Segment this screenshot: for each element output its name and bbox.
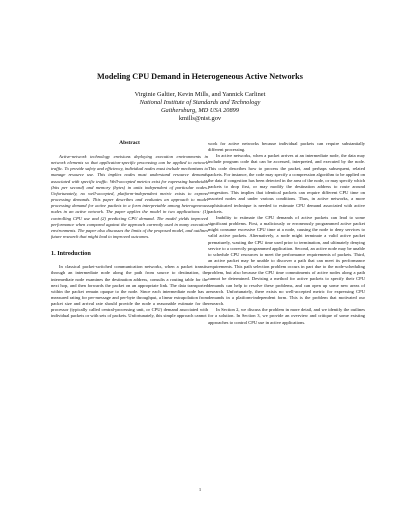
introduction-paragraph: In classical packet-switched communication networks, when a packet transits through an intermediate node along the path from source to destination, the intermediate node examines the destination address, consults a routing table for the next hop, and then forwards the packet on an appropriate link. The data transported within the packet remain opaque to the node. Since each intermediate node has a measured rating for per-message and per-byte throughput, a linear extrapolation from packet size and arrival rate should provide the node a reasonable estimate for the processor (typically called central-processing unit, or CPU) demand associated with individual packets or with sets of packets. Unfortunately, this simple approach cannot [51,264,208,319]
right-column [208,141,365,326]
paragraph-outline: In Section 2, we discuss the problem in more detail, and we identify the outlines for a solution. In Section 3, we provide an overview and critique of some existing approaches to control CPU use in active applications. [208,307,365,325]
paper-title: Modeling CPU Demand in Heterogeneous Active Networks [97,72,303,81]
left-column [51,140,208,320]
author-institution: National Institute of Standards and Technology [139,99,261,106]
author-address: Gaithersburg, MD USA 20899 [160,107,240,114]
author-email: kmills@nist.gov [178,115,222,122]
paragraph-continuation: work for active networks because individual packets can require substantially different processing. [208,141,365,153]
abstract-text: Active-network technology envisions deploying execution environments in network elements so that application-specific processing can be applied to network traffic. To provide safety and efficiency, individual nodes must include mechanisms to manage resource use. This implies nodes must understand resource demands associated with specific traffic. Well-accepted metrics exist for expressing bandwidth (bits per second) and memory (bytes) in units independent of particular nodes. Unfortunately, no well-accepted, platform-independent metric exists to express processing demands. This paper describes and evaluates an approach to model processing demand for active packets in a form interpretable among heterogeneous nodes in an active network. The paper applies the model in two applications: (1) controlling CPU use and (2) predicting CPU demand. The model yields improved performance when compared against the approach currently used in many execution environments. The paper also discusses the limits of the proposed model, and outlines future research that might lead to improved outcomes. [51,154,208,240]
page-number: 1 [198,487,202,492]
introduction-heading: 1. Introduction [51,250,91,258]
author-block [0,91,400,123]
author-names: Virginie Galtier, Kevin Mills, and Yannick Carlinet [134,91,266,98]
abstract-heading: Abstract [119,140,140,146]
paragraph-active-networks: In active networks, when a packet arrives at an intermediate node, the data may include program code that can be accessed, interpreted, and executed by the node. This code describes how to process the packet, and perhaps subsequent, related packets. For instance, the code may specify a compression algorithm to be applied on the data if congestion has been detected in the area of the node, or may specify which packets to drop first, or may modify the destination address to route around congestion. This implies that identical packets can require different CPU time on assorted nodes and under various conditions. Thus, in active networks, a more sophisticated technique is needed to estimate CPU demand associated with active packets. [208,153,365,214]
paragraph-problems: Inability to estimate the CPU demands of active packets can lead to some significant problems. First, a maliciously or erroneously programmed active packet might consume excessive CPU time at a node, causing the node to deny services to valid active packets. Alternatively, a node might terminate a valid active packet prematurely, wasting the CPU time used prior to termination, and ultimately denying service to a correctly programmed application. Second, an active node may be unable to schedule CPU resources to meet the performance requirements of packets. Third, an active packet may be unable to discover a path that can meet its performance requirements. This path selection problem occurs in part due to the node-scheduling problem, but also because the CPU time commitments of active nodes along a path cannot be determined. Devising a method for active packets to specify their CPU demands can help to resolve these problems, and can open up some new areas of research. Unfortunately, there exists no well-accepted metric for expressing CPU demands in a platform-independent form. This is the problem that motivated our research. [208,214,365,307]
